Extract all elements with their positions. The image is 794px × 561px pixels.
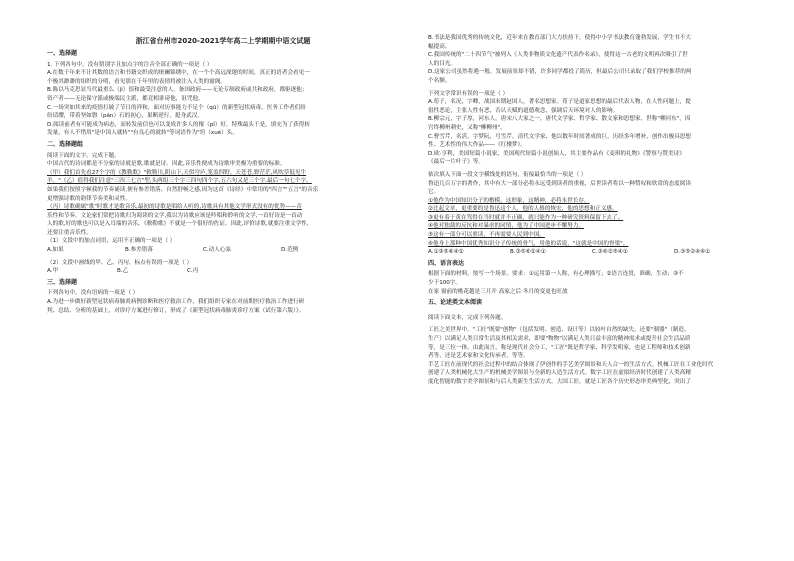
q6-sentence: ①他作为中国知识分子的楷模，这形象，这精神，必将永世长存。 (428, 197, 590, 204)
q6-sentence: ②比起文章，更重要的是鲁迅这个人，他的人格的恢宏，他的思想和正义感。 (428, 206, 618, 213)
q6-passage: 鲁迅几百万字的著作，其中有大一部分必将永远受到读者的重视，后世读者将以一种赞叹和欣赏的态度阅读 (428, 180, 691, 187)
question-1: 1. 下列各句中，没有错别字且加点字的注音全部正确的一项是（ ） (47, 61, 213, 68)
question-7: 根据下面的材料，按写一个场景。要求：①运用第一人称，有心理描写；②语言连贯，准确，生动；③不 (428, 271, 684, 278)
q1-option-c-cont: 纷请缨，带着坚如磐（pán）石的初心，果断逆行，挺身武汉。 (47, 113, 203, 120)
text-line: 生产）以满足人类日常生活及其相关需求，即要"物物"以满足人类日益丰富的精神需求或提升社会生活品质 (428, 336, 691, 342)
q2-option: D.范例 (281, 247, 299, 254)
text-line: 度化智能的数字美学图景和与后人类新生生活方式。大国工匠，就是工匠各个历史形态审美典型化，突出了 (428, 378, 691, 385)
q4-option-d: D.这家公司虽然将遇一般，发展前景却不错，许多同学都投了简历，但最后公司只录取了我们学校推荐的两 (428, 69, 692, 76)
section-heading-3: 三、选择题 (47, 278, 78, 286)
question-5: 下列文学常识有误的一项是（ ） (428, 90, 509, 97)
q5-option-a: A.荀子，名况，字卿，战国末期赵国人，著名思想家。荀子是道家思想的最后代表人物，在人性问题上，提 (428, 99, 691, 106)
question-4: 下列各句中，没有语病的一项是（ ） (47, 290, 139, 297)
q4-option-d-cont: 个名额。 (428, 77, 451, 84)
reading-instruction: 阅读下面的文字，完成下题。 (47, 152, 120, 159)
q5-option-b-cont: 官终柳州刺史，又称"柳柳州"。 (428, 124, 506, 131)
right-column (428, 34, 780, 554)
q4-option-b: B.书法是我国优秀的传统文化，近年来在教育部门大力扶持下，使得中小学书法教育蓬勃发展，学生书不大 (428, 35, 691, 41)
text-line: 手艺工匠在前现代的社会过程中的结合体现了伊创作的手艺美学图景和天人合一的生活方式。机械工匠在工业化时代 (428, 361, 714, 368)
passage-line: （丙）诗歌确属"歌"时歌才是歌音乐,最初的诗歌是唱给人听的,诗歌具有其他文学形式没有的优势——音 (47, 204, 302, 211)
q4-option-a-cont: 判、总结、分析的基础上，对诊疗方案进行修订，形成了《新型冠状病毒肺炎诊疗方案（试行第六版）》。 (47, 307, 305, 314)
q4-option-c-cont: 人的目光。 (428, 60, 456, 67)
question-7-cont: 少于100字。 (428, 280, 462, 287)
q6-option: D.③⑤②④⑥① (674, 249, 711, 256)
q4-option-a: A.为进一步做好新型冠状病毒肺炎病例诊断和医疗救治工作，我们组织专家在对前期医疗救治工作进行研 (47, 299, 305, 306)
passage-line: 还要注重音乐性。 (47, 229, 92, 236)
section-heading-1: 一、选择题 (47, 50, 78, 57)
passage-line: 中国古代的诗词都是不分家的诗就是歌,歌就是诗。因此,音乐性便成为诗歌审美极为重要的标准。 (47, 161, 286, 168)
q2-option: B.参差错落 (125, 247, 153, 254)
q6-passage-cont: 它。 (428, 189, 440, 196)
question-6: 依次填入下面一段文字横线处的语句，衔接最恰当的一项是（ ） (428, 171, 587, 178)
passage-line: 更增强诗歌的韵律节奏美和灵性。 (47, 195, 131, 202)
q1-option-d: D.阅读前者有可能成为病态，而转发前信也可以变成许多人的罹（pǐ）好，特殊最头千是，填充为了获得转 (47, 121, 310, 128)
q1-option-b: B.陈以马克思显当代最重么（jì）很和最受注意的人。备国政府——无论专制政府或共和政府，都驱逐他； (47, 87, 308, 94)
passage-line: 乐性和节奏。文论家们常把诗歌归为阅读的文学,我以为诗歌应该是吟唱和聆听的文学,一首好诗是一首动 (47, 212, 303, 219)
q6-sentence: ⑥他身上那种中国优秀知识分子传统的骨气，用他的话说，"这就是中国的脊梁"。 (428, 240, 629, 247)
q5-option-c: C.曹雪芹，名霑，字梦阮，号雪芹，清代文学家，他以数年时间著成的巨，历经多年增补，创作出极具思想 (428, 133, 691, 140)
text-line: 创建了人类机械化大生产的机械美学图景与全新的人造生活方式。数字工匠在虚拟经济时代创建了人类高精 (428, 370, 691, 377)
q1-option-d-cont: 发量，有人不惜用"是中国人就转""有良心的就转"等词语作为"窍（xué）头。 (47, 130, 238, 137)
left-column (47, 36, 399, 556)
passage-line: （甲）我们首先看27个字的《教勒歌》"敕勒川,阴山下,天似穹庐,笼盖四野。天苍苍,野茫茫,风吹草低见牛 (47, 169, 307, 176)
passage-line: 如果我们按照字顿我的节奏诵读,便有参差错落、自然舒畅之感,因为这首《诗经》中常用的"四言""五言"的音乐 (47, 186, 319, 193)
q2-options (47, 246, 399, 255)
q6-options (428, 248, 780, 257)
q1-option-a: A.在数千年来不计其数的语言和书籍交织成的斑斓锦绣中，在一个个高远深邃的时间，真正的语者会看见一 (47, 70, 310, 77)
question-7-material: 在家 窗前的桃花越是三月开 高家之后 冬月的变更也旺放 (428, 288, 568, 295)
q3-option: B.乙 (117, 268, 129, 275)
q6-option: A.①③⑤⑥④② (428, 249, 464, 256)
q5-option-c-cont: 性、艺术性的伟大作品——《红楼梦》。 (428, 142, 526, 149)
text-line: 等，是三位一体，由此而言，称是现代社会分工，"工匠"既是哲学家、科学发明家，也是工程师和技术创新 (428, 344, 691, 351)
q1-option-c: C.一场突如其来的疫情打破了节日的祥和，面对历事能力不足个（qū）的新型冠状病毒，医务工作者们纷 (47, 104, 306, 111)
q1-option-b-cont: 资产者——无论保守派或极端民主派，都竞相诽谤他，诅咒他。 (47, 95, 204, 102)
q5-option-d: D.欧·亨利，美国短篇小说家，美国现代短篇小说创始人，其主要作品有《麦琪的礼物》《警察与赞美诗》 (428, 150, 685, 157)
q4-option-b-cont: 幅提高。 (428, 43, 451, 50)
q2-option: C.动人心弦 (203, 247, 232, 254)
q5-option-a-cont: 倡性恶论，主张人性有恶，否认天赋的道德观念，强调后天环境对人的影响。 (428, 107, 619, 114)
q5-option-b: B.柳宗元，字子厚，河东人，唐宋八大家之一，唐代文学家、哲学家、散文家和思想家，世称"柳河东"，因 (428, 116, 691, 123)
q2-option: A.如果 (47, 247, 64, 254)
question-8: 阅读下面文本，完成下列各题。 (428, 314, 507, 321)
q3-option: C.丙 (187, 268, 199, 275)
q6-sentence: ④他对独裁的反抗和对暴虐的同情，他为了中国进步不懈努力。 (428, 223, 585, 230)
q1-option-a-cont: 个极其渺渺的组织的分明，看见那在千年里的表情将被注入人类的窗阁。 (47, 78, 227, 85)
question-3: （2）文段中画线的甲、乙、丙句，标点有误的一项是（ ） (47, 259, 193, 266)
section-heading-5: 五、论述类文本阅读 (428, 299, 483, 307)
q6-sentence: ③更有着于黄在骂得在当时就并不正确，就只能作为一种研究资料保留下去了。 (428, 214, 624, 221)
q6-option: C.③⑥②⑤④① (592, 249, 628, 256)
q5-option-d-cont: 《最后一片叶子》等。 (428, 159, 484, 166)
exam-title: 浙江省台州市2020-2021学年高二上学期期中语文试题 (135, 37, 311, 45)
q3-option: A.甲 (47, 268, 59, 275)
section-heading-2: 二、选择题组 (47, 140, 84, 148)
q3-options (47, 267, 399, 276)
q4-option-c: C.我国传统的"二十四节气"被列入《人类非物质文化遗产代表作名录》，使得这一古老的文明再次吸引了世 (428, 52, 688, 59)
text-line: 工匠之美世界中，"工匠"既要"创物"（包括发明、创造、设计等）以较叶自然的缺失，还要"制器"（制造、 (428, 327, 690, 334)
q6-option: B.③⑤⑥②④① (510, 249, 546, 256)
text-line: 者等，还是艺术家和文化传承者，等等。 (428, 353, 529, 360)
passage-line: 羊。"（乙）值得我们注意"三四三七言"型,头两组三个字三四句四个字,五六句又是三个字,最后一句七个字。 (47, 178, 312, 185)
passage-line: 人的歌,好的歌也可以是入耳端的音乐。《敕勒歌》不就是一个很好的佐证。因此,评价诗歌,就要注重文学性, (47, 221, 309, 228)
question-2: （1）文段中的加点词语，运用不正确的一项是（ ） (47, 238, 176, 245)
q6-sentence: ⑤这有一部分可以重读，不再需要人民到中国。 (428, 232, 545, 239)
section-heading-4: 四、语言表达 (428, 259, 465, 267)
